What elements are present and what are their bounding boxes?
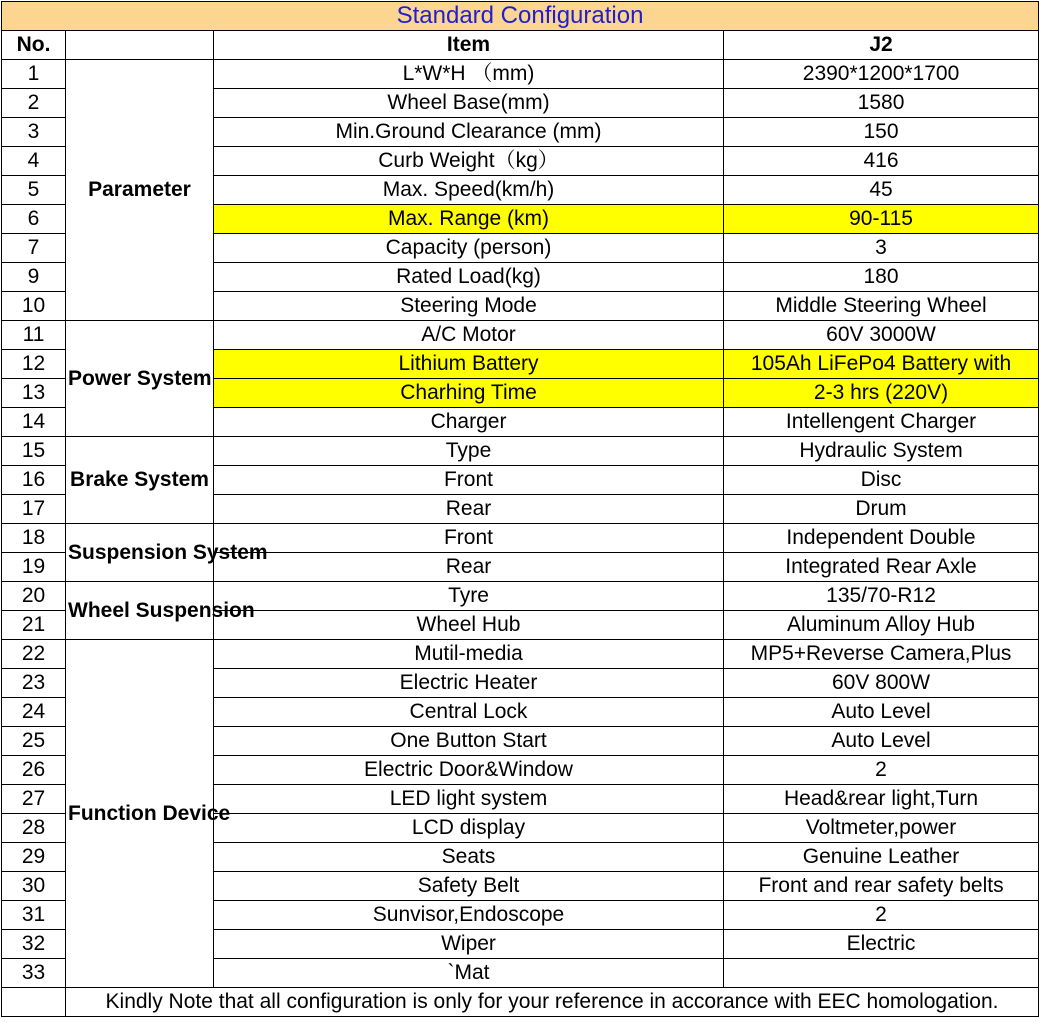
row-number: 26 (2, 756, 66, 785)
row-number: 1 (2, 60, 66, 89)
item-cell: Charger (214, 408, 724, 437)
value-cell: Intellengent Charger (724, 408, 1039, 437)
value-cell: 2-3 hrs (220V) (724, 379, 1039, 408)
table-row (2, 524, 1039, 553)
category-cell: Suspension System (66, 524, 214, 582)
item-cell: Electric Heater (214, 669, 724, 698)
value-cell: 150 (724, 118, 1039, 147)
category-cell: Parameter (66, 60, 214, 321)
item-cell: Mutil-media (214, 640, 724, 669)
item-cell: Rear (214, 553, 724, 582)
item-cell: One Button Start (214, 727, 724, 756)
table-row (2, 321, 1039, 350)
item-cell: Lithium Battery (214, 350, 724, 379)
header-no: No. (2, 31, 66, 60)
row-number: 15 (2, 437, 66, 466)
item-cell: Charhing Time (214, 379, 724, 408)
row-number: 12 (2, 350, 66, 379)
header-category (66, 31, 214, 60)
footnote: Kindly Note that all configuration is only for your reference in accorance with EEC homologation. (66, 988, 1039, 1017)
item-cell: Front (214, 524, 724, 553)
value-cell: Aluminum Alloy Hub (724, 611, 1039, 640)
row-number: 24 (2, 698, 66, 727)
value-cell: 60V 800W (724, 669, 1039, 698)
item-cell: Type (214, 437, 724, 466)
row-number: 14 (2, 408, 66, 437)
value-cell (724, 959, 1039, 988)
value-cell: 60V 3000W (724, 321, 1039, 350)
value-cell: MP5+Reverse Camera,Plus (724, 640, 1039, 669)
row-number: 31 (2, 901, 66, 930)
item-cell: `Mat (214, 959, 724, 988)
row-number: 18 (2, 524, 66, 553)
value-cell: 45 (724, 176, 1039, 205)
item-cell: Capacity (person) (214, 234, 724, 263)
value-cell: 3 (724, 234, 1039, 263)
row-number: 30 (2, 872, 66, 901)
category-cell: Wheel Suspension (66, 582, 214, 640)
item-cell: Rated Load(kg) (214, 263, 724, 292)
value-cell: 1580 (724, 89, 1039, 118)
table-title: Standard Configuration (2, 2, 1039, 31)
item-cell: Rear (214, 495, 724, 524)
row-number: 5 (2, 176, 66, 205)
row-number: 19 (2, 553, 66, 582)
item-cell: LED light system (214, 785, 724, 814)
category-cell: Function Device (66, 640, 214, 988)
item-cell: Sunvisor,Endoscope (214, 901, 724, 930)
table-row (2, 437, 1039, 466)
row-number: 7 (2, 234, 66, 263)
row-number: 25 (2, 727, 66, 756)
row-number: 6 (2, 205, 66, 234)
row-number: 21 (2, 611, 66, 640)
value-cell: Auto Level (724, 698, 1039, 727)
item-cell: Max. Range (km) (214, 205, 724, 234)
value-cell: Voltmeter,power (724, 814, 1039, 843)
table-row (2, 582, 1039, 611)
item-cell: Max. Speed(km/h) (214, 176, 724, 205)
row-number: 29 (2, 843, 66, 872)
value-cell: 2 (724, 756, 1039, 785)
table-row (2, 60, 1039, 89)
item-cell: Curb Weight（kg） (214, 147, 724, 176)
value-cell: Auto Level (724, 727, 1039, 756)
value-cell: Genuine Leather (724, 843, 1039, 872)
value-cell: Electric (724, 930, 1039, 959)
value-cell: 2390*1200*1700 (724, 60, 1039, 89)
row-number: 27 (2, 785, 66, 814)
item-cell: Wiper (214, 930, 724, 959)
row-number: 3 (2, 118, 66, 147)
value-cell: 2 (724, 901, 1039, 930)
row-number: 16 (2, 466, 66, 495)
row-number: 28 (2, 814, 66, 843)
row-number: 17 (2, 495, 66, 524)
row-number: 4 (2, 147, 66, 176)
row-number: 11 (2, 321, 66, 350)
value-cell: Middle Steering Wheel (724, 292, 1039, 321)
value-cell: Head&rear light,Turn (724, 785, 1039, 814)
row-number: 20 (2, 582, 66, 611)
item-cell: A/C Motor (214, 321, 724, 350)
row-number: 13 (2, 379, 66, 408)
header-model: J2 (724, 31, 1039, 60)
item-cell: Wheel Base(mm) (214, 89, 724, 118)
value-cell: Integrated Rear Axle (724, 553, 1039, 582)
row-number: 10 (2, 292, 66, 321)
item-cell: Safety Belt (214, 872, 724, 901)
item-cell: Steering Mode (214, 292, 724, 321)
row-number: 33 (2, 959, 66, 988)
item-cell: LCD display (214, 814, 724, 843)
row-number: 9 (2, 263, 66, 292)
table-body (2, 60, 1039, 988)
row-number: 22 (2, 640, 66, 669)
value-cell: Front and rear safety belts (724, 872, 1039, 901)
value-cell: 105Ah LiFePo4 Battery with (724, 350, 1039, 379)
header-item: Item (214, 31, 724, 60)
table-row (2, 640, 1039, 669)
value-cell: Drum (724, 495, 1039, 524)
row-number: 32 (2, 930, 66, 959)
title-row (2, 2, 1039, 31)
value-cell: Independent Double (724, 524, 1039, 553)
item-cell: Min.Ground Clearance (mm) (214, 118, 724, 147)
configuration-table (1, 1, 1039, 1017)
note-row (2, 988, 1039, 1017)
note-spacer (2, 988, 66, 1017)
value-cell: Disc (724, 466, 1039, 495)
item-cell: Electric Door&Window (214, 756, 724, 785)
header-row (2, 31, 1039, 60)
category-cell: Power System (66, 321, 214, 437)
item-cell: Front (214, 466, 724, 495)
row-number: 23 (2, 669, 66, 698)
item-cell: Central Lock (214, 698, 724, 727)
item-cell: Tyre (214, 582, 724, 611)
value-cell: 180 (724, 263, 1039, 292)
row-number: 2 (2, 89, 66, 118)
value-cell: 135/70-R12 (724, 582, 1039, 611)
item-cell: Wheel Hub (214, 611, 724, 640)
category-cell: Brake System (66, 437, 214, 524)
value-cell: 90-115 (724, 205, 1039, 234)
value-cell: 416 (724, 147, 1039, 176)
item-cell: L*W*H （mm) (214, 60, 724, 89)
value-cell: Hydraulic System (724, 437, 1039, 466)
item-cell: Seats (214, 843, 724, 872)
